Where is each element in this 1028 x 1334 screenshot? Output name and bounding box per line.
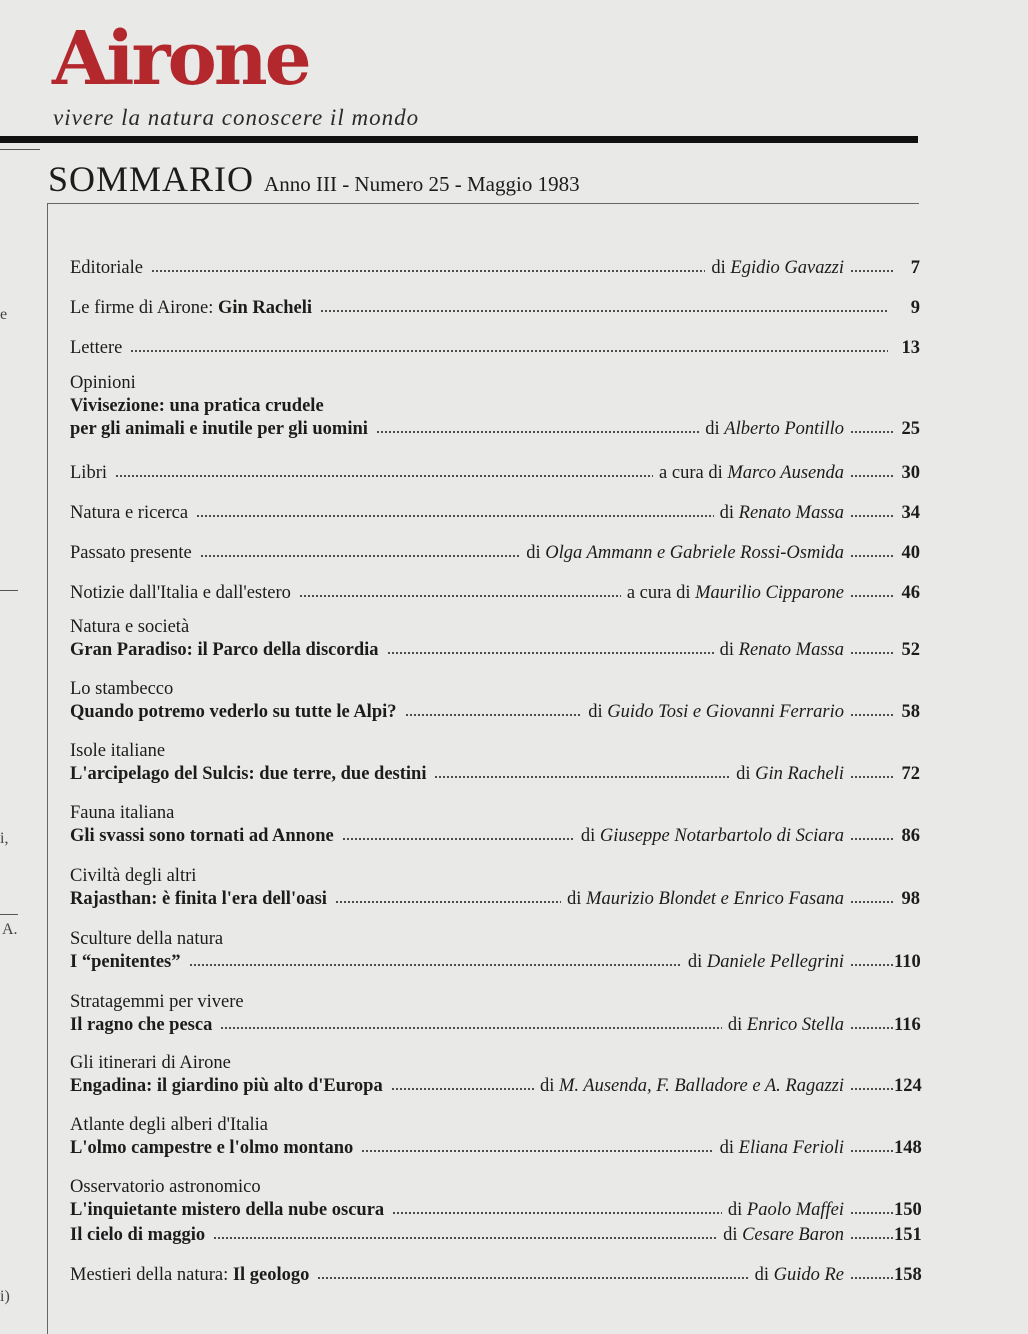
leader-dots [391,1087,534,1091]
entry-title: Passato presente [70,543,192,563]
entry-title: Notizie dall'Italia e dall'estero [70,583,291,603]
page-number: 124 [894,1076,922,1096]
page-leader-dots [850,713,894,717]
toc-entry[interactable] [70,741,920,787]
entry-author [540,1076,844,1097]
page-leader-dots [850,554,894,558]
page-number: 13 [901,338,920,358]
author-name: Enrico Stella [746,1015,844,1035]
section-label: Opinioni [70,373,136,393]
author-name: Marco Ausenda [727,463,844,483]
toc-row [70,1225,920,1248]
entry-author [720,1138,844,1159]
author-name: Alberto Pontillo [724,419,844,439]
author-prefix: di [719,640,739,660]
entry-author [711,258,844,279]
entry-author [588,702,844,723]
author-name: Giuseppe Notarbartolo di Sciara [599,826,844,846]
entry-title-bold: Gin Racheli [217,298,313,318]
issue-info: Anno III - Numero 25 - Maggio 1983 [264,172,580,196]
author-name: Maurizio Blondet e Enrico Fasana [586,889,844,909]
author-prefix: di [539,1076,559,1096]
toc-entry[interactable] [70,503,920,526]
toc-row [70,463,920,486]
toc-entry[interactable] [70,1265,920,1288]
toc-row [70,1265,920,1288]
page-number: 110 [894,952,921,972]
toc-entry[interactable] [70,617,920,663]
page-leader-dots [850,1276,894,1280]
leader-dots [342,837,575,841]
toc-row [70,702,920,725]
entry-title: Libri [70,463,107,483]
author-prefix: di [719,503,739,523]
margin-fragment: i) [0,1288,10,1305]
page-leader-dots [850,430,894,434]
author-prefix: di [727,1015,747,1035]
page-number: 86 [901,826,920,846]
toc-entry[interactable] [70,373,920,442]
leader-dots [189,963,682,967]
entry-author [728,1200,844,1221]
page-number: 30 [901,463,920,483]
author-prefix: di [588,702,608,722]
author-name: Egidio Gavazzi [730,258,844,278]
entry-author [627,583,844,604]
leader-dots [299,594,621,598]
entry-title: Natura e ricerca [70,503,189,523]
toc-entry[interactable] [70,803,920,849]
author-name: Renato Massa [738,640,844,660]
toc-entry[interactable] [70,1053,920,1099]
author-prefix: di [723,1225,743,1245]
toc-row [70,640,920,663]
leader-dots [361,1149,713,1153]
author-prefix: di [736,764,756,784]
entry-title-line: Vivisezione: una pratica crudele [70,396,324,416]
author-name: Cesare Baron [742,1225,844,1245]
toc-entry[interactable] [70,1115,920,1161]
leader-dots [213,1236,717,1240]
leader-dots [335,900,561,904]
page-leader-dots [850,1026,894,1030]
margin-fragment: e [0,306,8,323]
entry-author [720,503,844,524]
entry-author [567,889,844,910]
author-prefix: di [580,826,600,846]
section-label: Fauna italiana [70,803,175,823]
toc-entry[interactable] [70,338,920,361]
author-prefix: a cura di [626,583,696,603]
page-number: 46 [901,583,920,603]
author-name: Gin Racheli [755,764,844,784]
author-prefix: di [754,1265,774,1285]
entry-title: Il cielo di maggio [70,1225,206,1245]
leader-dots [130,349,888,353]
page-number: 25 [901,419,920,439]
author-name: Paolo Maffei [746,1200,844,1220]
entry-title: Engadina: il giardino più alto d'Europa [70,1076,383,1096]
page-number: 158 [894,1265,922,1285]
entry-author [723,1225,844,1246]
sommario-heading: SOMMARIO [48,159,255,199]
entry-title: I “penitentes” [70,952,181,972]
leader-dots [196,514,714,518]
margin-rule [0,914,18,915]
toc-entry[interactable] [70,298,920,321]
entry-author [688,952,844,973]
author-name: Eliana Ferioli [738,1138,844,1158]
author-name: Daniele Pellegrini [706,952,844,972]
page-number: 148 [894,1138,922,1158]
leader-dots [115,474,653,478]
entry-title: Lettere [70,338,123,358]
toc-entry[interactable] [70,679,920,725]
toc-row [70,1200,920,1223]
page-number: 72 [901,764,920,784]
margin-fragment: A. [2,921,18,938]
entry-title: L'olmo campestre e l'olmo montano [70,1138,354,1158]
toc-row [70,952,920,975]
page-leader-dots [850,1087,894,1091]
toc-entry[interactable] [70,1177,920,1223]
margin-rule [0,590,18,591]
page-leader-dots [850,963,894,967]
left-margin-rule [0,149,40,150]
author-prefix: di [567,889,587,909]
section-label: Natura e società [70,617,190,637]
leader-dots [317,1276,748,1280]
author-name: Guido Re [773,1265,844,1285]
page-leader-dots [850,269,894,273]
page-number: 34 [901,503,920,523]
magazine-tagline: vivere la natura conoscere il mondo [53,105,420,130]
section-label: Osservatorio astronomico [70,1177,261,1197]
page-leader-dots [850,900,894,904]
page-leader-dots [850,1236,894,1240]
page-number: 9 [910,298,920,318]
toc-row [70,258,920,281]
entry-author [705,419,844,440]
page-leader-dots [850,594,894,598]
page-number: 98 [901,889,920,909]
toc-entry[interactable] [70,866,920,912]
author-prefix: di [727,1200,747,1220]
entry-author [736,764,844,785]
magazine-logo: Airone [52,16,309,102]
entry-title: Gli svassi sono tornati ad Annone [70,826,334,846]
entry-author [755,1265,844,1286]
toc-row [70,889,920,912]
section-label: Civiltà degli altri [70,866,197,886]
toc-row [70,503,920,526]
entry-title-bold: Il geologo [232,1265,310,1285]
leader-dots [387,651,714,655]
toc-entry[interactable] [70,583,920,606]
page-number: 40 [901,543,920,563]
toc-entry[interactable] [70,258,920,281]
entry-title: Gran Paradiso: il Parco della discordia [70,640,379,660]
toc-row [70,419,920,442]
toc-entry[interactable] [70,463,920,486]
toc-row [70,298,920,321]
author-prefix: di [711,258,731,278]
page-number: 150 [894,1200,922,1220]
page-number: 52 [901,640,920,660]
page-leader-dots [850,1211,894,1215]
entry-author [728,1015,844,1036]
entry-title: Mestieri della natura: Il geologo [70,1265,310,1285]
leader-dots [320,309,888,313]
toc-row [70,583,920,606]
page-number: 116 [894,1015,921,1035]
section-label: Gli itinerari di Airone [70,1053,231,1073]
leader-dots [392,1211,722,1215]
section-label: Lo stambecco [70,679,174,699]
entry-title: L'arcipelago del Sulcis: due terre, due destini [70,764,427,784]
section-label: Atlante degli alberi d'Italia [70,1115,269,1135]
entry-title: Il ragno che pesca [70,1015,213,1035]
page-leader-dots [850,651,894,655]
page-leader-dots [850,514,894,518]
page-leader-dots [850,837,894,841]
entry-title: L'inquietante mistero della nube oscura [70,1200,385,1220]
page-number: 7 [910,258,920,278]
leader-dots [376,430,699,434]
leader-dots [220,1026,722,1030]
leader-dots [200,554,520,558]
author-prefix: di [526,543,546,563]
author-name: M. Ausenda, F. Balladore e A. Ragazzi [558,1076,844,1096]
entry-title: Rajasthan: è finita l'era dell'oasi [70,889,327,909]
page-number: 151 [894,1225,922,1245]
toc-entry[interactable] [70,1225,920,1248]
entry-title: Quando potremo vederlo su tutte le Alpi? [70,702,397,722]
page-leader-dots [850,1149,894,1153]
entry-title: Editoriale [70,258,143,278]
author-prefix: di [719,1138,739,1158]
leader-dots [151,269,705,273]
header-rule [0,136,918,143]
author-name: Maurilio Cipparone [695,583,844,603]
margin-fragment: i, [0,830,9,847]
entry-title: Le firme di Airone: Gin Racheli [70,298,313,318]
toc-entry[interactable] [70,992,920,1038]
leader-dots [434,775,730,779]
page-number: 58 [901,702,920,722]
toc-row [70,1138,920,1161]
leader-dots [405,713,583,717]
author-name: Renato Massa [738,503,844,523]
author-name: Guido Tosi e Giovanni Ferrario [607,702,844,722]
entry-author [720,640,844,661]
author-prefix: di [705,419,725,439]
page-leader-dots [850,474,894,478]
toc-row [70,1076,920,1099]
toc-row [70,338,920,361]
entry-title: per gli animali e inutile per gli uomini [70,419,368,439]
toc-row [70,826,920,849]
entry-author [526,543,844,564]
author-prefix: di [687,952,707,972]
toc-entry[interactable] [70,543,920,566]
author-prefix: a cura di [659,463,728,483]
author-name: Olga Ammann e Gabriele Rossi-Osmida [545,543,844,563]
section-label: Sculture della natura [70,929,224,949]
toc-row [70,764,920,787]
page-leader-dots [850,775,894,779]
section-label: Stratagemmi per vivere [70,992,244,1012]
toc-row [70,1015,920,1038]
contents-title [48,158,580,200]
entry-author [581,826,844,847]
entry-author [659,463,844,484]
toc-entry[interactable] [70,929,920,975]
section-label: Isole italiane [70,741,166,761]
toc-row [70,543,920,566]
